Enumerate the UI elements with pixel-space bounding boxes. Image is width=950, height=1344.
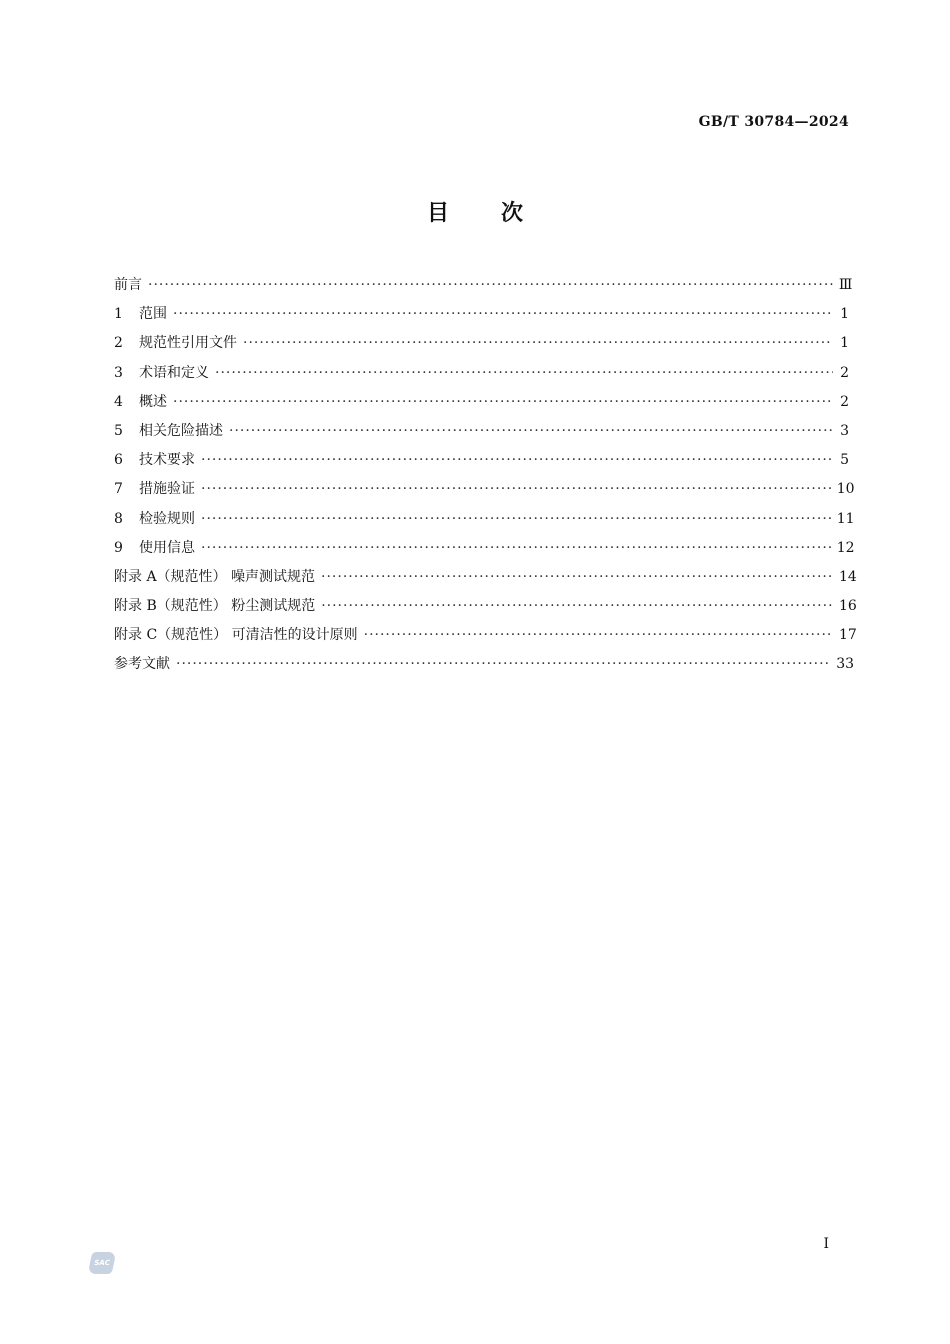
toc-entry-page: 3	[840, 422, 849, 439]
toc-entry-number: 8	[114, 510, 123, 527]
page-number: I	[823, 1236, 829, 1252]
toc-entry[interactable]	[114, 478, 855, 507]
toc-entry-label: 附录 A（规范性） 噪声测试规范	[114, 568, 316, 585]
toc-entry-number: 9	[114, 539, 123, 556]
dot-leader	[173, 306, 833, 322]
toc-entry-label: 技术要求	[139, 452, 195, 469]
toc-entry-label: 规范性引用文件	[139, 335, 237, 352]
dot-leader	[173, 394, 833, 410]
toc-entry[interactable]	[114, 508, 855, 537]
toc-entry-page: Ⅲ	[838, 277, 853, 293]
dot-leader	[201, 481, 831, 497]
toc-entry[interactable]	[114, 449, 849, 478]
table-of-contents	[114, 274, 857, 683]
dot-leader	[364, 627, 833, 643]
toc-entry[interactable]	[114, 653, 855, 682]
toc-entry-number: 7	[114, 481, 123, 498]
dot-leader	[321, 569, 833, 585]
toc-entry-page: 12	[836, 539, 855, 556]
dot-leader	[215, 365, 833, 381]
toc-entry-label: 使用信息	[139, 539, 195, 556]
dot-leader	[321, 598, 833, 614]
page-title: 目次	[426, 201, 575, 226]
toc-entry-number: 2	[114, 335, 123, 352]
toc-entry-label: 相关危险描述	[139, 422, 223, 439]
toc-entry-page: 33	[836, 656, 855, 673]
dot-leader	[243, 335, 833, 351]
toc-entry[interactable]	[114, 566, 857, 595]
toc-entry-page: 17	[839, 627, 857, 644]
toc-entry[interactable]	[114, 624, 857, 653]
dot-leader	[201, 511, 831, 527]
toc-entry-label: 附录 C（规范性） 可清洁性的设计原则	[114, 627, 358, 644]
dot-leader	[201, 540, 831, 556]
toc-entry-page: 2	[840, 364, 849, 381]
toc-entry-page: 16	[839, 598, 857, 615]
toc-entry-label: 范围	[139, 306, 167, 323]
toc-entry-page: 1	[840, 306, 849, 323]
toc-entry-page: 10	[836, 481, 855, 498]
toc-entry-page: 2	[840, 393, 849, 410]
toc-entry-label: 附录 B（规范性） 粉尘测试规范	[114, 598, 316, 615]
toc-entry-number: 4	[114, 393, 123, 410]
toc-entry[interactable]	[114, 332, 849, 361]
toc-entry-label: 参考文献	[114, 656, 170, 673]
toc-entry[interactable]	[114, 303, 849, 332]
dot-leader	[201, 452, 833, 468]
toc-entry[interactable]	[114, 362, 849, 391]
toc-entry-label: 措施验证	[139, 481, 195, 498]
standard-code: GB/T 30784—2024	[698, 114, 849, 130]
toc-entry[interactable]	[114, 595, 857, 624]
dot-leader	[229, 423, 833, 439]
toc-entry-label: 前言	[114, 277, 142, 293]
toc-entry-number: 3	[114, 364, 123, 381]
toc-entry[interactable]	[114, 274, 853, 303]
sac-logo-icon: SAC	[88, 1252, 117, 1274]
dot-leader	[176, 656, 830, 672]
toc-entry-label: 检验规则	[139, 510, 195, 527]
toc-entry-number: 6	[114, 452, 123, 469]
toc-entry[interactable]	[114, 391, 849, 420]
toc-entry-page: 1	[840, 335, 849, 352]
toc-entry-number: 5	[114, 422, 123, 439]
toc-entry[interactable]	[114, 420, 849, 449]
toc-entry-label: 术语和定义	[139, 364, 209, 381]
toc-entry-number: 1	[114, 306, 123, 323]
toc-entry[interactable]	[114, 537, 855, 566]
toc-entry-page: 11	[836, 510, 855, 527]
toc-entry-label: 概述	[139, 393, 167, 410]
dot-leader	[148, 277, 833, 293]
toc-entry-page: 14	[839, 568, 857, 585]
toc-entry-page: 5	[840, 452, 849, 469]
